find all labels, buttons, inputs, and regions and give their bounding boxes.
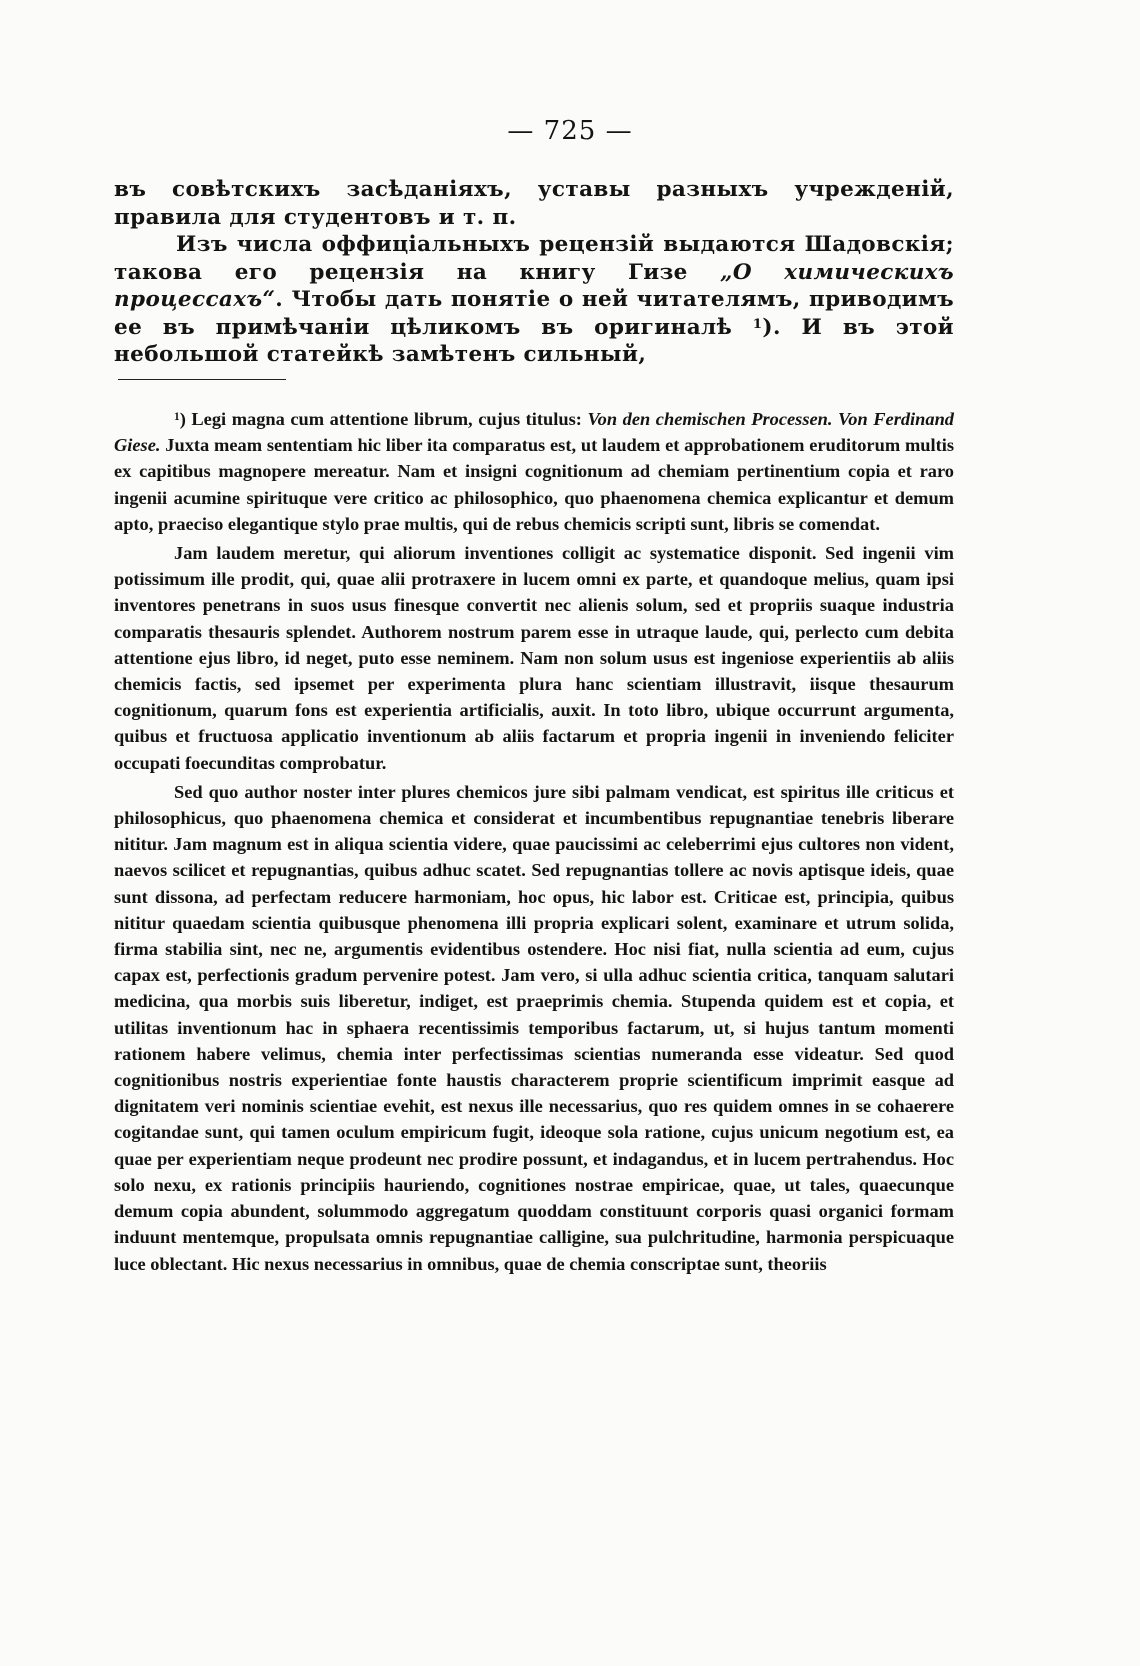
footnote-paragraph-1-text: Juxta meam sententiam hic liber ita comparatus est, ut laudem et approbationem eruditorum multis ex capitibus magnopere mereatur. Nam et insigni cognitionum ad chemiam pertinentium copia et raro ingenii acumine spirituque vere critico ac philosophico, quo phaenomena chemica explicantur et demum apto, praeciso elegantique stylo prae multis, qui de rebus chemicis scripti sunt, libris se comendat. <box>114 435 954 534</box>
footnote-marker: 1 <box>174 410 180 423</box>
main-paragraph-2-text-a: Изъ числа оффиціальныхъ рецензій выдаются Шадовскія; такова его рецензія на книгу Гизе <box>114 232 954 285</box>
footnote-reference[interactable]: 1 <box>752 315 763 332</box>
footnote-paragraph-3: Sed quo author noster inter plures chemicos jure sibi palmam vendicat, est spiritus ille criticus et philosophicus, quo phaenomena chemica et considerat et incumbentibus repugnantiae tenebris liberare nititur. Jam magnum est in aliqua scientia videre, quae paucissimi ac celeberrimi ejus cultores non vident, naevos scilicet et repugnantias, quibus adhuc scatet. Sed repugnantias tollere ac novis aptisque ideis, quae sunt dissona, ad perfectam reducere harmoniam, hoc opus, hic labor est. Criticae est, principia, quibus nititur quaedam scientia quibusque phenomena illi propria explicari solent, examinare et utrum solida, firma stabilia sint, nec ne, argumentis evidentibus ostendere. Hoc nisi fiat, nulla scientia ad eum, cujus capax est, perfectionis gradum pervenire potest. Jam vero, si ulla adhuc scientia critica, tanquam salutari medicina, qua morbis suis liberetur, indiget, est praeprimis chemia. Stupenda quidem est et copia, et utilitas inventionum hac in sphaera recentissimis temporibus factarum, ut, si hujus tantum momenti rationem habere velimus, chemia inter perfectissimas scientias numeranda esse videatur. Sed quod cognitionibus nostris experientiae fonte haustis characterem proprie scientificum imprimit easque ad dignitatem veri nominis scientiae evehit, est nexus ille necessarius, quo res quidem omnes in se cohaerere cogitandae sunt, qui tamen oculum empiricum fugit, ideoque sola ratione, cujus unicum negotium est, ea quae per experientiam neque prodeunt nec prodire possunt, et indagandus, et in lucem pertrahendus. Hoc solo nexu, ex rationis principiis hauriendo, cognitiones nostrae empiricae, quae, ut tales, quaecunque demum copia abundent, solummodo aggregatum quoddam constituunt corporis quasi organici formam induunt mentemque, propulsata omnis repugnantiae calligine, sua pulchritudine, harmonia perspicuaque luce oblectant. Hic nexus necessarius in omnibus, quae de chemia conscriptae sunt, theoriis <box>114 781 954 1274</box>
main-paragraph-1: въ совѣтскихъ засѣданіяхъ, уставы разныхъ учрежденій, правила для студентовъ и т. п. <box>114 177 954 230</box>
main-paragraph-2-text-c: ). И въ этой небольшой статейкѣ замѣтенъ сильный, <box>114 314 954 367</box>
footnote-paragraph-1 <box>114 406 954 537</box>
book-title-russian: „О химическихъ процессахъ“ <box>114 259 954 312</box>
page-number: — 725 — <box>507 116 633 146</box>
main-paragraph-2 <box>114 231 954 369</box>
main-text <box>114 176 954 369</box>
footnote-divider <box>118 379 286 380</box>
footnote-paragraph-2: Jam laudem meretur, qui aliorum inventiones colligit ac systematice disponit. Sed ingenii vim potissimum ille prodit, qui, quae alii protraxere in lucem omni ex parte, et quandoque melius, quam ipsi inventores penetrans in suos usus finesque convertit nec alienis solum, sed et propriis suaque industria comparatis thesauris splendet. Authorem nostrum parem esse in utraque laude, qui, perlecto cum debita attentione ejus libro, id neget, puto esse neminem. Nam non solum usus est ingeniose experientiis ab aliis chemicis factis, sed ipsemet per experimenta plura hanc scientiam illustravit, iisque thesaurum cognitionum, quarum fons est experientia artificialis, auxit. In toto libro, ubique occurrunt argumenta, quibus et fructuosa applicatio inventionum ab aliis factarum et propria ingenii in inveniendo feliciter occupati foecunditas comprobatur. <box>114 543 954 773</box>
footnote-intro: ) Legi magna cum attentione librum, cujus titulus: <box>179 409 588 429</box>
footnote <box>114 406 954 1280</box>
footnote-book-title: Von den chemischen Processen. Von Ferdinand Giese. <box>114 409 955 456</box>
main-paragraph-2-text-b: . Чтобы дать понятіе о ней читателямъ, приводимъ ее въ примѣчаніи цѣликомъ въ оригиналѣ <box>114 287 954 340</box>
